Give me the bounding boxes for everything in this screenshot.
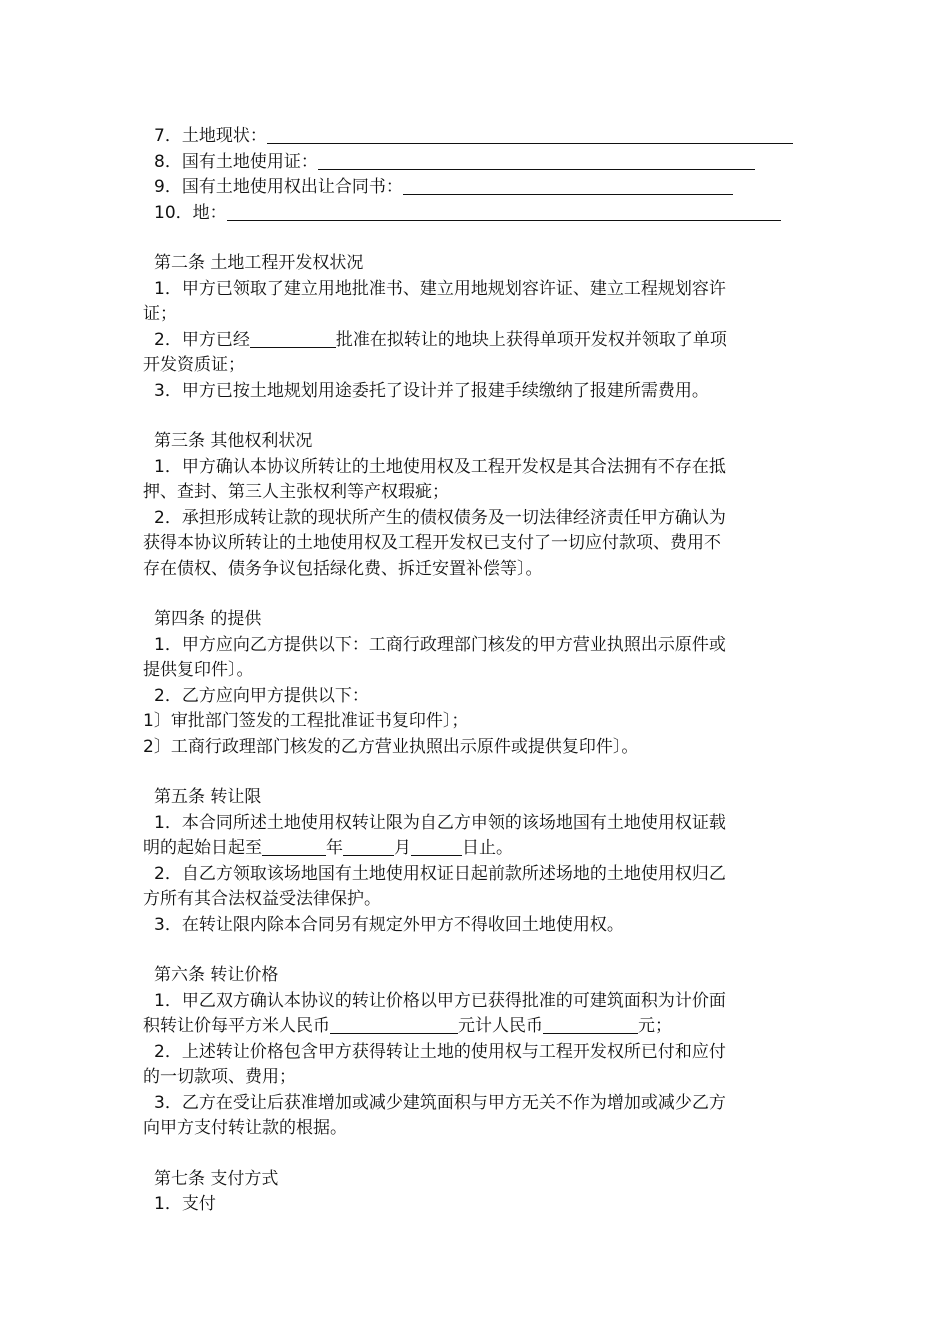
paragraph: 1．甲方确认本协议所转让的土地使用权及工程开发权是其合法拥有不存在抵 — [154, 456, 726, 477]
paragraph: 2．自乙方领取该场地国有土地使用权证日起前款所述场地的土地使用权归乙 — [154, 863, 726, 884]
paragraph: 的一切款项、费用； — [143, 1067, 296, 1087]
paragraph: 1．甲方应向乙方提供以下：工商行政理部门核发的甲方营业执照出示原件或 — [154, 634, 726, 655]
paragraph: 2．乙方应向甲方提供以下： — [154, 685, 369, 706]
paragraph: 2．承担形成转让款的现状所产生的债权债务及一切法律经济责任甲方确认为 — [154, 507, 726, 528]
blank-field[interactable] — [267, 125, 793, 144]
blank-field[interactable] — [330, 1015, 458, 1034]
blank-field[interactable] — [543, 1015, 638, 1034]
paragraph: 明的起始日起至 年 月 日止。 — [143, 838, 513, 858]
paragraph: 2．上述转让价格包含甲方获得转让土地的使用权与工程开发权所已付和应付 — [154, 1041, 726, 1062]
paragraph: 1．支付 — [154, 1194, 216, 1214]
paragraph: 开发资质证； — [143, 355, 245, 375]
blank-field[interactable] — [250, 329, 336, 348]
blank-field[interactable] — [227, 202, 781, 221]
article-3-title: 第三条 其他权利状况 — [154, 431, 313, 451]
paragraph: 提供复印件〕。 — [143, 660, 254, 680]
blank-field[interactable] — [411, 837, 462, 856]
paragraph: 3．在转让限内除本合同另有规定外甲方不得收回土地使用权。 — [154, 914, 624, 935]
blank-field[interactable] — [403, 176, 733, 195]
item-8: 8．国有土地使用证： — [143, 150, 808, 176]
article-6-title: 第六条 转让价格 — [154, 965, 279, 985]
article-7-title: 第七条 支付方式 — [154, 1168, 279, 1189]
blank-field[interactable] — [343, 837, 394, 856]
paragraph: 1〕审批部门签发的工程批准证书复印件〕； — [143, 711, 469, 731]
paragraph: 1．本合同所述土地使用权转让限为自乙方申领的该场地国有土地使用权证载 — [154, 812, 726, 833]
paragraph: 3．乙方在受让后获准增加或减少建筑面积与甲方无关不作为增加或减少乙方 — [154, 1092, 726, 1113]
contract-page — [143, 124, 808, 1218]
paragraph: 方所有其合法权益受法律保护。 — [143, 889, 381, 909]
paragraph: 积转让价每平方米人民币 元计人民币 元； — [143, 1016, 672, 1036]
paragraph: 2．甲方已经 批准在拟转让的地块上获得单项开发权并领取了单项 — [154, 329, 727, 350]
item-9: 9．国有土地使用权出让合同书： — [143, 175, 808, 201]
blank-field[interactable] — [318, 151, 755, 170]
paragraph: 1．甲方已领取了建立用地批准书、建立用地规划容许证、建立工程规划容许 — [154, 278, 726, 299]
blank-field[interactable] — [262, 837, 326, 856]
paragraph: 3．甲方已按土地规划用途委托了设计并了报建手续缴纳了报建所需费用。 — [154, 380, 709, 401]
article-5-title: 第五条 转让限 — [154, 787, 262, 807]
item-7: 7．土地现状： — [143, 124, 808, 150]
paragraph: 获得本协议所转让的土地使用权及工程开发权已支付了一切应付款项、费用不 — [143, 533, 721, 553]
article-4-title: 第四条 的提供 — [154, 609, 262, 629]
paragraph: 1．甲乙双方确认本协议的转让价格以甲方已获得批准的可建筑面积为计价面 — [154, 990, 726, 1011]
article-2-title: 第二条 土地工程开发权状况 — [154, 253, 364, 273]
paragraph: 押、查封、第三人主张权利等产权瑕疵； — [143, 482, 449, 502]
paragraph: 存在债权、债务争议包括绿化费、拆迁安置补偿等〕。 — [143, 558, 543, 579]
paragraph: 证； — [143, 304, 177, 324]
paragraph: 向甲方支付转让款的根据。 — [143, 1118, 347, 1138]
item-10: 10．地： — [143, 201, 808, 227]
paragraph: 2〕工商行政理部门核发的乙方营业执照出示原件或提供复印件〕。 — [143, 736, 639, 757]
